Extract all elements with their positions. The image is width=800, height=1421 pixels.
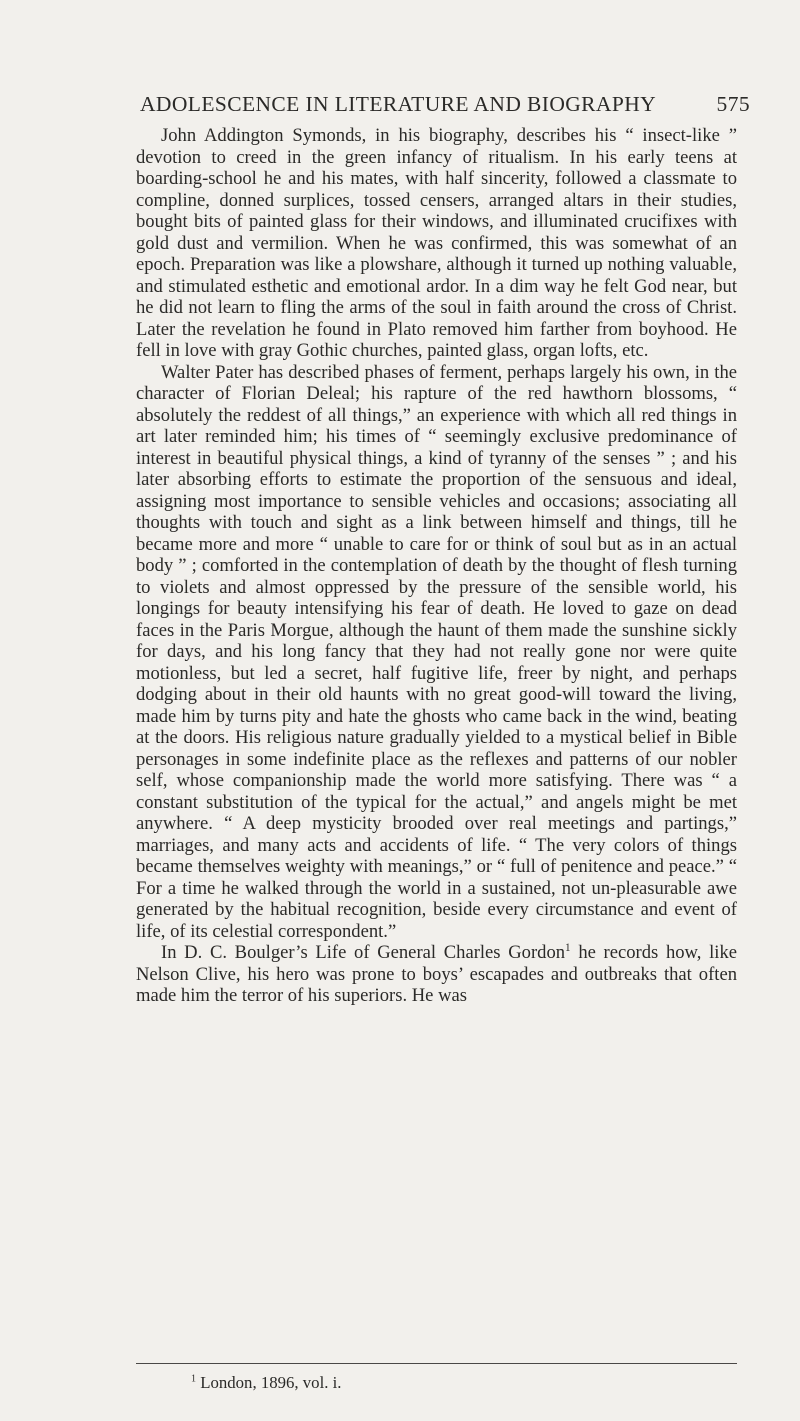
page-number: 575 bbox=[716, 92, 750, 116]
paragraph-gordon-start: In D. C. Boulger’s Life of General Charles Gordon bbox=[161, 942, 566, 963]
footnote-divider bbox=[136, 1363, 737, 1364]
paragraph-pater: Walter Pater has described phases of ferment, perhaps largely his own, in the character of Florian Deleal; his rapture of the red hawthorn blossoms, “ absolutely the reddest of all things,” an experience with which all red things in art later reminded him; his times of “ seemingly exclusive predominance of interest in beautiful physical things, a kind of tyranny of the senses ” ; and his later absorbing efforts to estimate the proportion of the sensuous and ideal, assigning most importance to sensible vehicles and occasions; associating all thoughts with touch and sight as a link between himself and things, till he became more and more “ unable to care for or think of soul but as in an actual body ” ; comforted in the contemplation of death by the thought of flesh turning to violets and almost oppressed by the pressure of the sensible world, his longings for beauty intensifying his fear of death. He loved to gaze on dead faces in the Paris Morgue, although the haunt of them made the sunshine sickly for days, and his long fancy that they had not really gone nor were quite motionless, but led a secret, half fugitive life, freer by night, and perhaps dodging about in their old haunts with no great good-will toward the living, made him by turns pity and hate the ghosts who came back in the wind, beating at the doors. His religious nature gradually yielded to a mystical belief in Bible personages in some indefinite place as the reflexes and patterns of our nobler self, whose companionship made the world more satisfying. There was “ a constant substitution of the typical for the actual,” and angels might be met anywhere. “ A deep mysticity brooded over real meetings and partings,” marriages, and many acts and accidents of life. “ The very colors of things became themselves weighty with meanings,” or “ full of penitence and peace.” “ For a time he walked through the world in a sustained, not un-pleasurable awe generated by the habitual recognition, beside every circumstance and event of life, of its celestial correspondent.” bbox=[136, 361, 737, 942]
body-text bbox=[136, 125, 737, 1007]
footnote bbox=[191, 1373, 341, 1393]
paragraph-gordon bbox=[136, 942, 737, 1007]
running-title: ADOLESCENCE IN LITERATURE AND BIOGRAPHY bbox=[140, 92, 657, 116]
paragraph-gordon-rest: he records how, like Nelson Clive, his hero was prone to boys’ escapades and outbreaks that often made him the terror of his superiors. He was bbox=[136, 942, 737, 1006]
footnote-mark: 1 bbox=[191, 1373, 197, 1385]
paragraph-symonds: John Addington Symonds, in his biography, describes his “ insect-like ” devotion to creed in the green infancy of ritualism. In his early teens at boarding-school he and his mates, with half sincerity, followed a classmate to compline, donned surplices, tossed censers, arranged altars in their studies, bought bits of painted glass for their windows, and illuminated crucifixes with gold dust and vermilion. When he was confirmed, this was somewhat of an epoch. Preparation was like a plowshare, although it turned up nothing valuable, and stimulated esthetic and emotional ardor. In a dim way he felt God near, but he did not learn to fling the arms of the soul in faith around the cross of Christ. Later the revelation he found in Plato removed him farther from boyhood. He fell in love with gray Gothic churches, painted glass, organ lofts, etc. bbox=[136, 125, 737, 361]
page-header bbox=[140, 92, 750, 117]
footnote-text: London, 1896, vol. i. bbox=[196, 1373, 342, 1392]
footnote-reference: 1 bbox=[565, 941, 571, 954]
